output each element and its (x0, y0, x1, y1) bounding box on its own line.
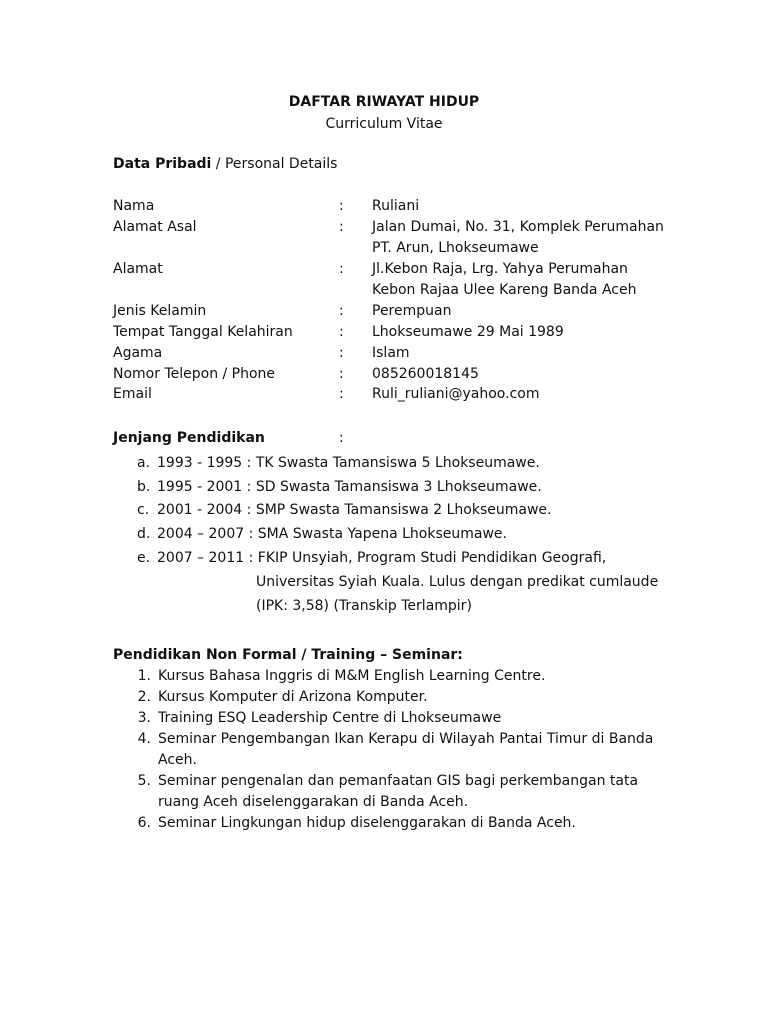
value-alamat-line2: Kebon Rajaa Ulee Kareng Banda Aceh (372, 282, 637, 298)
education-heading: Jenjang Pendidikan (113, 430, 265, 446)
training-item: Seminar pengenalan dan pemanfaatan GIS bagi perkembangan tata (158, 773, 639, 789)
colon: : (339, 198, 344, 214)
training-item: Training ESQ Leadership Centre di Lhokseumawe (158, 710, 502, 726)
training-item-number: 4. (137, 731, 151, 747)
value-agama: Islam (372, 345, 410, 361)
value-alamat: Jl.Kebon Raja, Lrg. Yahya Perumahan (372, 261, 628, 277)
label-alamat: Alamat (113, 261, 163, 277)
training-item-number: 1. (137, 668, 151, 684)
value-alamat-asal: Jalan Dumai, No. 31, Komplek Perumahan (372, 219, 664, 235)
training-heading: Pendidikan Non Formal / Training – Seminar: (113, 647, 463, 663)
education-item-continuation: (IPK: 3,58) (Transkip Terlampir) (256, 598, 472, 614)
personal-details-heading (113, 154, 337, 174)
document-subtitle: Curriculum Vitae (325, 116, 443, 132)
personal-heading-bold: Data Pribadi (113, 156, 212, 172)
colon: : (339, 303, 344, 319)
training-item-number: 2. (137, 689, 151, 705)
label-tempat-tanggal-lahir: Tempat Tanggal Kelahiran (113, 324, 293, 340)
education-item-letter: b. (137, 479, 151, 495)
label-nama: Nama (113, 198, 155, 214)
training-item: Kursus Komputer di Arizona Komputer. (158, 689, 428, 705)
education-item-letter: c. (137, 502, 150, 518)
colon: : (339, 366, 344, 382)
training-item-continuation: Aceh. (158, 752, 197, 768)
colon: : (339, 386, 344, 402)
colon: : (339, 345, 344, 361)
education-item: 1993 - 1995 : TK Swasta Tamansiswa 5 Lhokseumawe. (157, 455, 540, 471)
personal-heading-rest: / Personal Details (211, 156, 338, 172)
training-item-number: 3. (137, 710, 151, 726)
colon: : (339, 324, 344, 340)
education-item: 2007 – 2011 : FKIP Unsyiah, Program Studi Pendidikan Geografi, (157, 550, 607, 566)
education-item-letter: e. (137, 550, 151, 566)
education-item-continuation: Universitas Syiah Kuala. Lulus dengan predikat cumlaude (256, 574, 659, 590)
colon: : (339, 430, 344, 446)
value-telepon: 085260018145 (372, 366, 479, 382)
education-item-letter: a. (137, 455, 151, 471)
training-item: Seminar Lingkungan hidup diselenggarakan di Banda Aceh. (158, 815, 576, 831)
value-alamat-asal-line2: PT. Arun, Lhokseumawe (372, 240, 539, 256)
value-nama: Ruliani (372, 198, 420, 214)
colon: : (339, 219, 344, 235)
label-alamat-asal: Alamat Asal (113, 219, 197, 235)
document-title: DAFTAR RIWAYAT HIDUP (288, 94, 480, 110)
education-item-letter: d. (137, 526, 151, 542)
value-email: Ruli_ruliani@yahoo.com (372, 386, 540, 402)
label-email: Email (113, 386, 152, 402)
training-item-number: 5. (137, 773, 151, 789)
label-telepon: Nomor Telepon / Phone (113, 366, 276, 382)
value-tempat-tanggal-lahir: Lhokseumawe 29 Mai 1989 (372, 324, 564, 340)
value-jenis-kelamin: Perempuan (372, 303, 452, 319)
label-agama: Agama (113, 345, 163, 361)
training-item-number: 6. (137, 815, 151, 831)
label-jenis-kelamin: Jenis Kelamin (113, 303, 207, 319)
education-item: 1995 - 2001 : SD Swasta Tamansiswa 3 Lhokseumawe. (157, 479, 542, 495)
education-item: 2001 - 2004 : SMP Swasta Tamansiswa 2 Lhokseumawe. (157, 502, 552, 518)
training-item-continuation: ruang Aceh diselenggarakan di Banda Aceh. (158, 794, 469, 810)
training-item: Seminar Pengembangan Ikan Kerapu di Wilayah Pantai Timur di Banda (158, 731, 654, 747)
training-item: Kursus Bahasa Inggris di M&M English Learning Centre. (158, 668, 546, 684)
education-item: 2004 – 2007 : SMA Swasta Yapena Lhokseumawe. (157, 526, 507, 542)
colon: : (339, 261, 344, 277)
